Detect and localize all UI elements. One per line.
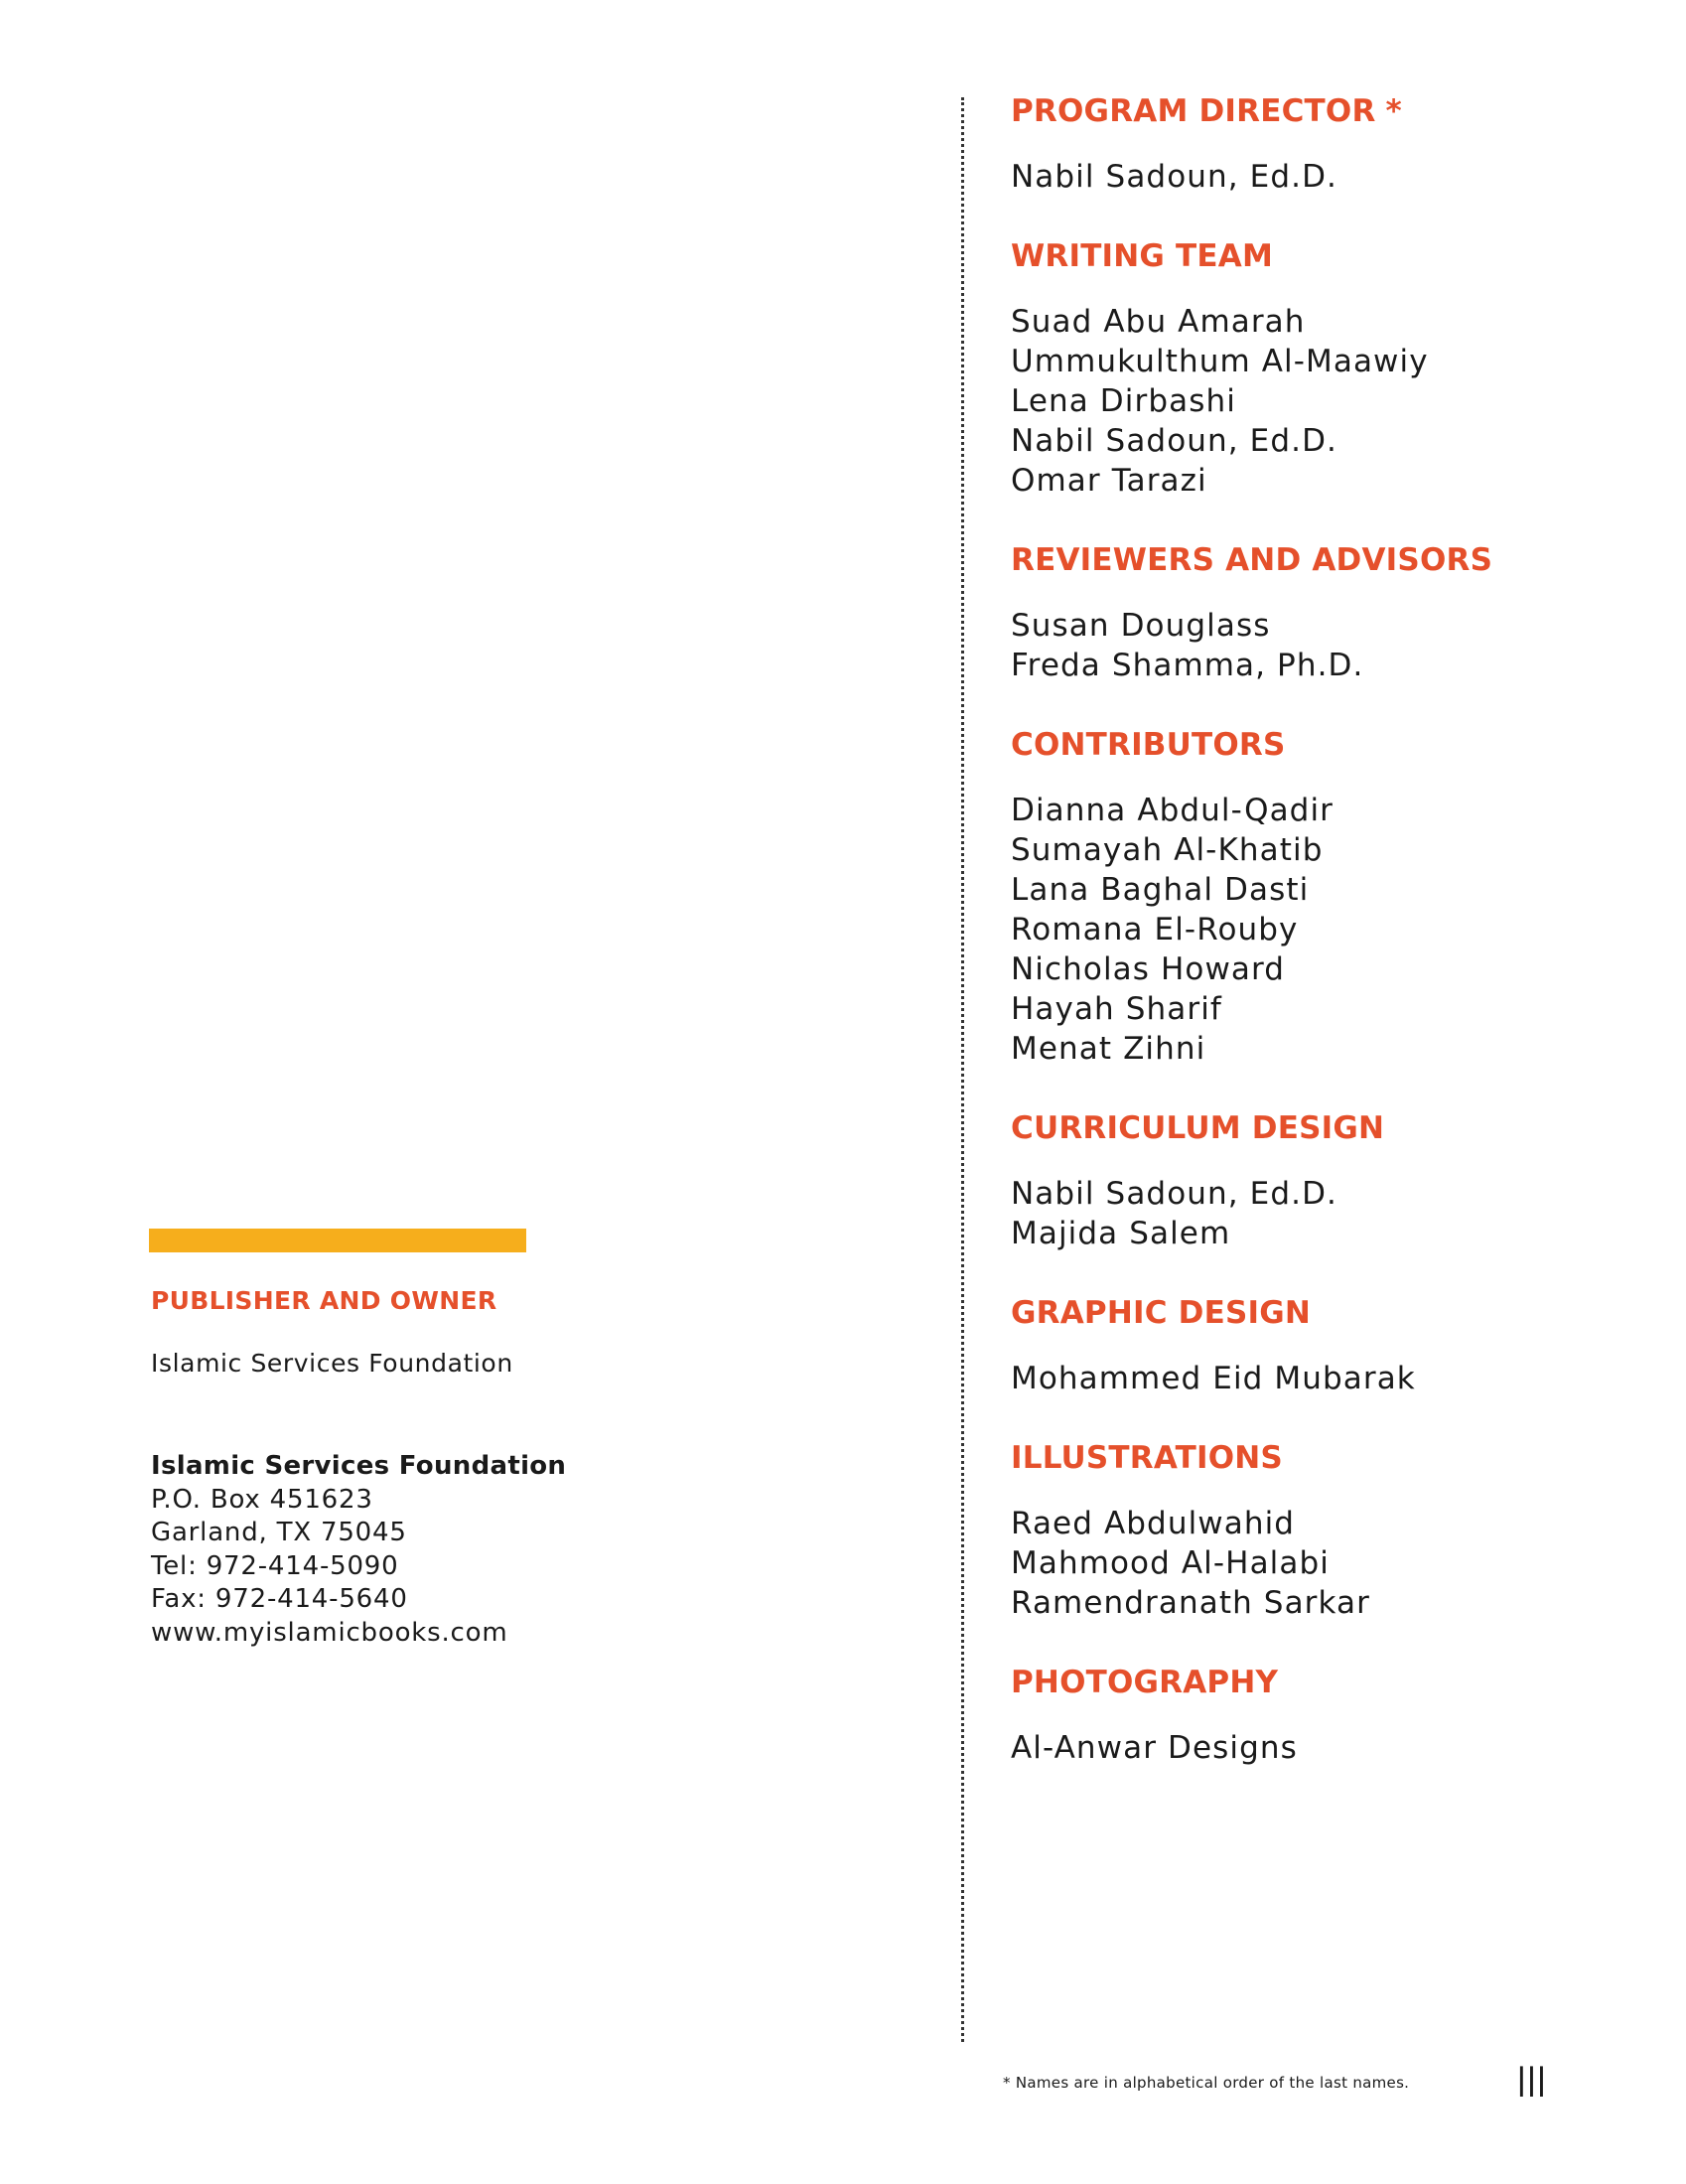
credit-heading <box>1011 1663 1646 1702</box>
publisher-name: Islamic Services Foundation <box>151 1349 513 1378</box>
credit-name: Nicholas Howard <box>1011 951 1286 987</box>
credit-section <box>1011 1293 1646 1398</box>
footnote: * Names are in alphabetical order of the last names. <box>1003 2074 1410 2092</box>
credit-heading-text: WRITING TEAM <box>1011 238 1274 274</box>
accent-bar <box>149 1229 526 1252</box>
credit-name-list <box>1011 606 1646 685</box>
credit-name: Nabil Sadoun, Ed.D. <box>1011 159 1338 195</box>
credit-heading <box>1011 236 1646 276</box>
credit-name-list <box>1011 791 1646 1069</box>
credit-heading <box>1011 1293 1646 1333</box>
address-tel: Tel: 972-414-5090 <box>151 1550 399 1581</box>
dotted-divider <box>961 97 964 2042</box>
credit-name: Mahmood Al-Halabi <box>1011 1545 1330 1581</box>
credit-name-list <box>1011 1174 1646 1253</box>
credit-name: Mohammed Eid Mubarak <box>1011 1361 1416 1396</box>
credit-heading-text: PROGRAM DIRECTOR <box>1011 93 1376 129</box>
credit-heading-text: ILLUSTRATIONS <box>1011 1440 1283 1476</box>
credit-name: Freda Shamma, Ph.D. <box>1011 648 1364 683</box>
credit-heading-text: CONTRIBUTORS <box>1011 727 1286 763</box>
credit-name: Romana El-Rouby <box>1011 912 1299 947</box>
credit-name: Raed Abdulwahid <box>1011 1506 1296 1541</box>
footnote-marker: * <box>1385 93 1402 129</box>
credit-name-list <box>1011 157 1646 197</box>
page-number: III <box>1517 2058 1548 2107</box>
credit-name-list <box>1011 1504 1646 1623</box>
address-block <box>151 1450 628 1650</box>
address-po-box: P.O. Box 451623 <box>151 1484 373 1515</box>
credit-heading <box>1011 540 1646 580</box>
credit-name: Lena Dirbashi <box>1011 383 1236 419</box>
credit-name: Menat Zihni <box>1011 1031 1206 1067</box>
credit-section <box>1011 91 1646 197</box>
credit-section <box>1011 1663 1646 1768</box>
credit-name-list <box>1011 1728 1646 1768</box>
address-fax: Fax: 972-414-5640 <box>151 1584 408 1614</box>
credit-section <box>1011 1108 1646 1253</box>
credit-name-list <box>1011 1359 1646 1398</box>
publisher-heading: PUBLISHER AND OWNER <box>151 1286 497 1315</box>
credit-name: Dianna Abdul-Qadir <box>1011 793 1335 828</box>
credit-name: Nabil Sadoun, Ed.D. <box>1011 1176 1338 1212</box>
credit-section <box>1011 236 1646 501</box>
credit-heading-text: CURRICULUM DESIGN <box>1011 1110 1385 1146</box>
credit-heading-text: REVIEWERS AND ADVISORS <box>1011 542 1493 578</box>
credit-name: Hayah Sharif <box>1011 991 1222 1027</box>
credit-heading <box>1011 91 1646 131</box>
credit-name: Susan Douglass <box>1011 608 1271 644</box>
credit-name: Nabil Sadoun, Ed.D. <box>1011 423 1338 459</box>
credit-section <box>1011 1438 1646 1623</box>
credit-name: Al-Anwar Designs <box>1011 1730 1298 1766</box>
address-city: Garland, TX 75045 <box>151 1518 407 1547</box>
credit-heading-text: GRAPHIC DESIGN <box>1011 1295 1312 1331</box>
publisher-block <box>151 1286 628 1378</box>
credit-heading <box>1011 1108 1646 1148</box>
credit-section <box>1011 725 1646 1069</box>
credit-name: Sumayah Al-Khatib <box>1011 832 1324 868</box>
credit-heading <box>1011 1438 1646 1478</box>
credit-name: Lana Baghal Dasti <box>1011 872 1310 908</box>
credit-name: Ummukulthum Al-Maawiy <box>1011 344 1429 379</box>
credit-name: Ramendranath Sarkar <box>1011 1585 1370 1621</box>
credit-name-list <box>1011 302 1646 501</box>
credit-name: Omar Tarazi <box>1011 463 1207 499</box>
address-organization: Islamic Services Foundation <box>151 1451 567 1481</box>
credit-section <box>1011 540 1646 685</box>
credits-column <box>1011 91 1646 1808</box>
credit-name: Majida Salem <box>1011 1216 1231 1251</box>
credit-heading <box>1011 725 1646 765</box>
address-website: www.myislamicbooks.com <box>151 1617 508 1648</box>
credit-heading-text: PHOTOGRAPHY <box>1011 1665 1279 1700</box>
credit-name: Suad Abu Amarah <box>1011 304 1306 340</box>
